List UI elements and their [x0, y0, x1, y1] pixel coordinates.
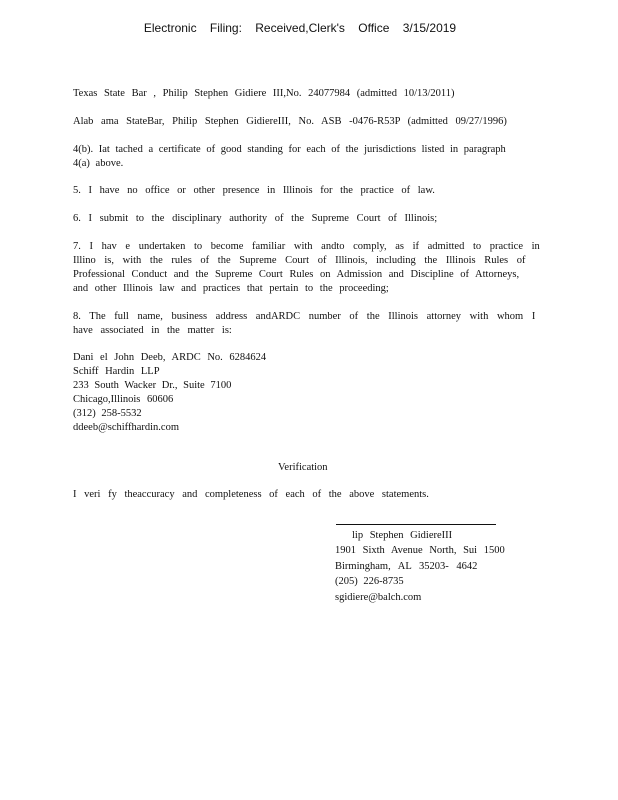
verification-statement: I veri fy theaccuracy and completeness of each of the above statements.: [73, 489, 429, 500]
signature-line: [336, 524, 496, 525]
item-7-line-2: Illino is, with the rules of the Supreme Court of Illinois, including the Illinois Rules of: [73, 255, 526, 266]
item-7-line-4: and other Illinois law and practices that pertain to the proceeding;: [73, 283, 389, 294]
item-7-line-3: Professional Conduct and the Supreme Court Rules on Admission and Discipline of Attorneys,: [73, 269, 520, 280]
alabama-bar-admission: Alab ama StateBar, Philip Stephen GidiereIII, No. ASB -0476-R53P (admitted 09/27/1996): [73, 116, 507, 127]
item-8-line-2: have associated in the matter is:: [73, 325, 232, 336]
signer-city: Birmingham, AL 35203- 4642: [335, 561, 478, 572]
associate-firm: Schiff Hardin LLP: [73, 366, 160, 377]
item-4b-line-1: 4(b). Iat tached a certificate of good standing for each of the jurisdictions listed in paragraph: [73, 144, 506, 155]
verification-title: Verification: [278, 462, 328, 473]
signer-street: 1901 Sixth Avenue North, Sui 1500: [335, 545, 505, 556]
associate-email: ddeeb@schiffhardin.com: [73, 422, 179, 433]
item-7-line-1: 7. I hav e undertaken to become familiar with andto comply, as if admitted to practice in: [73, 241, 540, 252]
item-6-statement: 6. I submit to the disciplinary authority of the Supreme Court of Illinois;: [73, 213, 438, 224]
item-4b-line-2: 4(a) above.: [73, 158, 124, 169]
signer-phone: (205) 226-8735: [335, 576, 404, 587]
item-5-statement: 5. I have no office or other presence in Illinois for the practice of law.: [73, 185, 435, 196]
texas-bar-admission: Texas State Bar , Philip Stephen Gidiere III,No. 24077984 (admitted 10/13/2011): [73, 88, 455, 99]
associate-name: Dani el John Deeb, ARDC No. 6284624: [73, 352, 267, 363]
associate-city: Chicago,Illinois 60606: [73, 394, 174, 405]
signer-email: sgidiere@balch.com: [335, 592, 422, 603]
filing-stamp-header: Electronic Filing: Received,Clerk's Office 3/15/2019: [143, 21, 457, 35]
associate-phone: (312) 258-5532: [73, 408, 142, 419]
associate-street: 233 South Wacker Dr., Suite 7100: [73, 380, 232, 391]
signer-name: lip Stephen GidiereIII: [352, 530, 453, 541]
item-8-line-1: 8. The full name, business address andARDC number of the Illinois attorney with whom I: [73, 311, 536, 322]
